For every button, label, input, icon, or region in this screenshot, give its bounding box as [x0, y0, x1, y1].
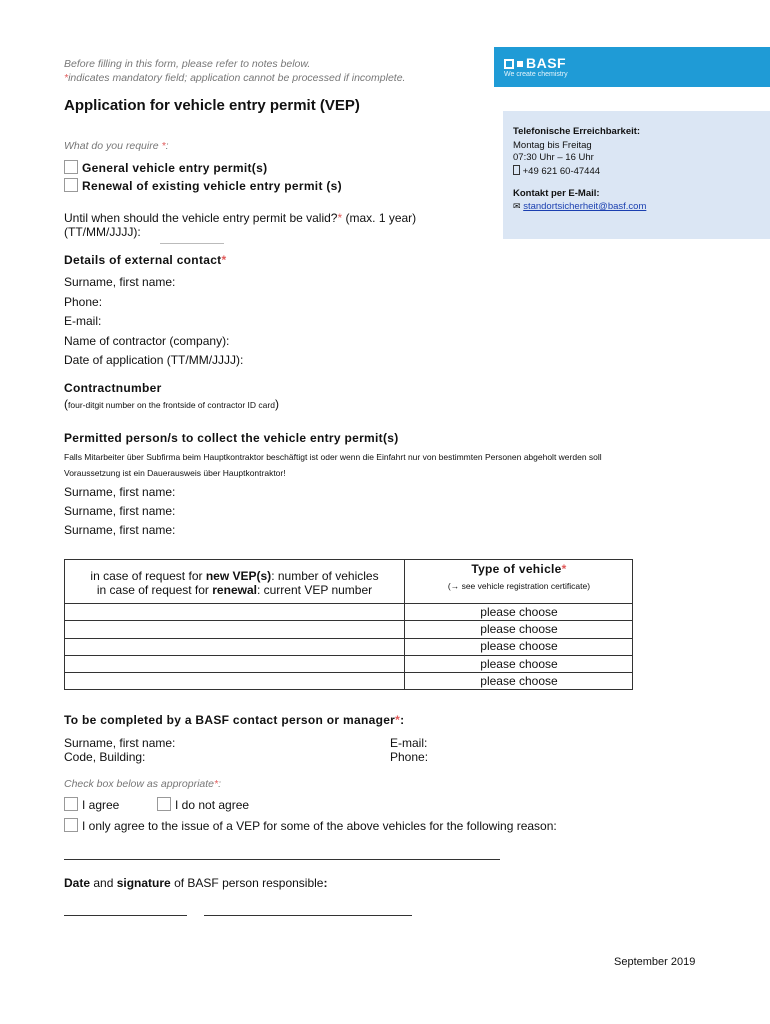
vehicle-table	[64, 559, 633, 690]
instructions-line-2	[64, 72, 405, 84]
checkbox-partial[interactable]	[64, 818, 78, 832]
basf-field-code[interactable]: Code, Building:	[64, 750, 146, 764]
disagree-label: I do not agree	[175, 798, 250, 812]
vehicle-type-select-5[interactable]: please choose	[480, 674, 558, 688]
vehicle-type-heading: Type of vehicle	[471, 562, 562, 576]
field-phone[interactable]: Phone:	[64, 295, 103, 309]
checkbox-disagree[interactable]	[157, 797, 171, 811]
permitted-desc-2: Voraussetzung ist ein Dauerausweis über Hauptkontraktor!	[64, 468, 286, 478]
header-left-1-bold: new VEP(s)	[205, 569, 272, 583]
table-row-line	[65, 603, 632, 604]
signature-word: signature	[116, 876, 171, 890]
header-left-2-post: : current VEP number	[256, 583, 373, 597]
basf-field-surname[interactable]: Surname, first name:	[64, 736, 176, 750]
external-heading	[64, 253, 226, 267]
validity-question	[64, 211, 416, 225]
logo-dot-icon	[517, 61, 523, 67]
option-partial[interactable]	[64, 818, 557, 833]
date-line[interactable]	[64, 915, 187, 916]
checkbox-renewal[interactable]	[64, 178, 78, 192]
option-agree[interactable]	[64, 797, 119, 812]
table-row-line	[65, 672, 632, 673]
option-disagree[interactable]	[157, 797, 249, 812]
signature-post: of BASF person responsible	[170, 876, 324, 890]
checkbox-general[interactable]	[64, 160, 78, 174]
contract-hint	[64, 397, 279, 411]
checkbox-agree[interactable]	[64, 797, 78, 811]
approval-note-text: Check box below as appropriate	[64, 778, 215, 790]
permitted-desc-1: Falls Mitarbeiter über Subfirma beim Hauptkontraktor beschäftigt ist oder wenn die Einfahrt nur von bestimmten Personen abgeholt werden soll	[64, 452, 602, 462]
table-row-line	[65, 655, 632, 656]
footer-date: September 2019	[614, 956, 696, 968]
contract-heading: Contractnumber	[64, 381, 162, 395]
table-header-left	[65, 569, 404, 597]
basf-section-colon: :	[400, 713, 405, 727]
validity-format: (TT/MM/JJJJ):	[64, 225, 141, 239]
contact-hours: 07:30 Uhr – 16 Uhr	[513, 152, 594, 163]
contract-hint-text: four-ditgit number on the frontside of contractor ID card	[68, 400, 275, 410]
field-email[interactable]: E-mail:	[64, 314, 102, 328]
logo-text: BASF	[526, 55, 567, 71]
phone-heading: Telefonische Erreichbarkeit:	[513, 126, 641, 137]
option-general[interactable]	[64, 160, 267, 175]
header-left-1-post: : number of vehicles	[271, 569, 379, 583]
validity-suffix: (max. 1 year)	[342, 211, 417, 225]
validity-question-text: Until when should the vehicle entry permit be valid?	[64, 211, 338, 225]
mandatory-note-text: indicates mandatory field; application cannot be processed if incomplete.	[68, 72, 406, 84]
vehicle-type-select-1[interactable]: please choose	[480, 605, 558, 619]
require-question	[64, 140, 168, 152]
vehicle-type-select-4[interactable]: please choose	[480, 657, 558, 671]
vehicle-type-hint: (→ see vehicle registration certificate)	[447, 581, 591, 591]
reason-line[interactable]	[64, 859, 500, 860]
signature-line[interactable]	[204, 915, 412, 916]
permitted-person-3[interactable]: Surname, first name:	[64, 523, 176, 537]
option-renewal-label: Renewal of existing vehicle entry permit (s)	[82, 179, 342, 193]
email-heading: Kontakt per E-Mail:	[513, 188, 600, 199]
validity-star: *	[337, 211, 343, 225]
external-heading-text: Details of external contact	[64, 253, 222, 267]
approval-colon: :	[218, 778, 222, 790]
vehicle-type-select-3[interactable]: please choose	[480, 639, 558, 653]
approval-star: *	[214, 778, 219, 790]
header-left-line-1	[65, 569, 404, 583]
signature-and: and	[90, 876, 117, 890]
basf-section-star: *	[395, 713, 401, 727]
partial-label: I only agree to the issue of a VEP for some of the above vehicles for the following reason:	[82, 819, 557, 833]
basf-field-email[interactable]: E-mail:	[390, 736, 428, 750]
basf-logo	[504, 55, 566, 71]
header-left-2-pre: in case of request for	[96, 583, 213, 597]
field-contractor[interactable]: Name of contractor (company):	[64, 334, 230, 348]
field-application-date[interactable]: Date of application (TT/MM/JJJJ):	[64, 353, 244, 367]
agree-label: I agree	[82, 798, 120, 812]
table-row-line	[65, 620, 632, 621]
basf-field-phone[interactable]: Phone:	[390, 750, 429, 764]
contract-paren-open: (	[64, 397, 68, 411]
signature-date-word: Date	[64, 876, 91, 890]
option-renewal[interactable]	[64, 178, 342, 193]
vehicle-type-select-2[interactable]: please choose	[480, 622, 558, 636]
signature-colon: :	[323, 876, 328, 890]
header-left-2-bold: renewal	[212, 583, 257, 597]
external-star: *	[221, 253, 227, 267]
email-link[interactable]: standortsicherheit@basf.com	[523, 201, 647, 212]
require-star: *	[161, 140, 166, 152]
validity-date-field[interactable]	[160, 243, 224, 244]
contact-email	[513, 201, 646, 212]
vehicle-type-star: *	[561, 562, 567, 576]
table-header-right	[405, 562, 633, 576]
contact-phone	[513, 165, 600, 177]
phone-icon	[513, 165, 520, 175]
basf-section-heading-text: To be completed by a BASF contact person or manager	[64, 713, 396, 727]
permitted-heading: Permitted person/s to collect the vehicle entry permit(s)	[64, 431, 399, 445]
field-surname[interactable]: Surname, first name:	[64, 275, 176, 289]
require-colon: :	[165, 140, 169, 152]
phone-number: +49 621 60-47444	[520, 166, 601, 177]
header-left-line-2	[65, 583, 404, 597]
require-question-text: What do you require	[64, 140, 162, 152]
option-general-label: General vehicle entry permit(s)	[82, 161, 268, 175]
header-left-1-pre: in case of request for	[90, 569, 206, 583]
signature-label	[64, 876, 327, 890]
logo-square-icon	[504, 59, 514, 69]
basf-section-heading	[64, 713, 404, 727]
instructions-note	[64, 58, 405, 84]
instructions-line-1: Before filling in this form, please refer to notes below.	[64, 58, 311, 70]
contact-box	[503, 111, 770, 239]
envelope-icon: ✉	[513, 201, 521, 211]
contract-paren-close: )	[274, 397, 279, 411]
contact-days: Montag bis Freitag	[513, 140, 592, 151]
form-title: Application for vehicle entry permit (VEP)	[64, 97, 360, 114]
brand-tagline: We create chemistry	[504, 71, 568, 78]
approval-note	[64, 778, 221, 790]
permitted-person-2[interactable]: Surname, first name:	[64, 504, 176, 518]
permitted-person-1[interactable]: Surname, first name:	[64, 485, 176, 499]
mandatory-star: *	[64, 72, 69, 84]
